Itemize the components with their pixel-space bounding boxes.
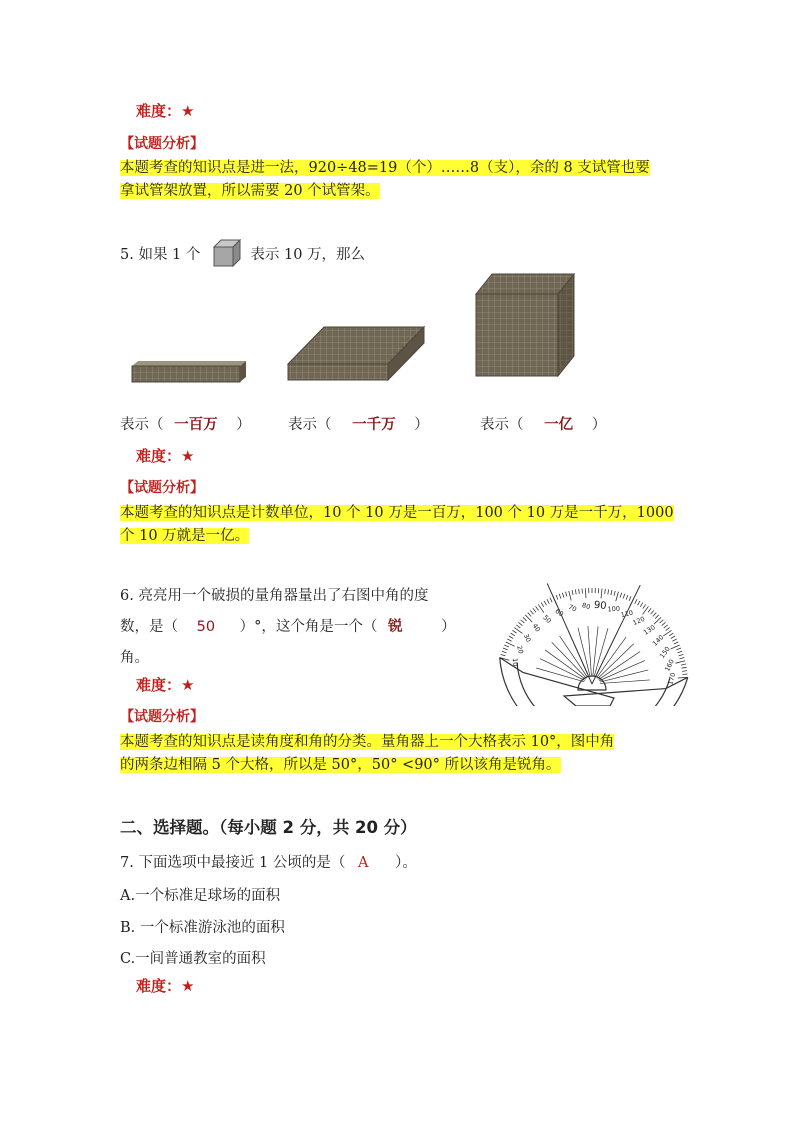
protractor-tick [575,589,576,594]
protractor-tick [682,671,687,672]
protractor-tick [582,589,583,594]
q6-answer-degrees: 50 [196,619,216,635]
protractor-label: 40 [530,622,542,634]
protractor-tick [664,625,668,628]
answer-prefix: 表示（ [120,417,164,433]
q7-answer: A [358,855,369,871]
protractor-tick [501,654,506,656]
answer-value: 一千万 [352,417,396,433]
analysis-title-q4: 【试题分析】 [120,136,204,152]
protractor-tick [629,596,631,601]
protractor-tick [616,592,619,602]
protractor-tick [676,648,681,650]
protractor-tick [666,628,670,631]
protractor-tick [655,615,658,619]
option-c: C.一间普通教室的面积 [120,951,266,967]
protractor-figure [482,566,692,706]
protractor-tick [503,648,508,650]
difficulty-label: 难度： [136,977,182,995]
protractor-tick [511,633,515,636]
protractor-tick [671,636,675,639]
protractor-tick [569,591,571,601]
protractor-tick [678,651,683,653]
protractor-tick [671,645,680,649]
protractor-tick [506,642,515,646]
protractor-spoke [536,668,584,682]
protractor-label: 50 [541,613,553,625]
analysis-body-q6 [120,731,614,777]
protractor-tick [559,594,561,599]
protractor-tick [579,589,580,594]
analysis-body-q4 [120,157,650,203]
protractor-tick [528,613,531,617]
analysis-line: 拿试管架放置，所以需要 20 个试管架。 [120,183,380,199]
protractor-tick [681,664,686,665]
star-icon: ★ [181,676,195,694]
protractor-tick [672,639,676,641]
protractor-label: 160 [663,657,676,673]
protractor-tick [572,590,573,595]
analysis-body-q5 [120,502,674,548]
star-icon: ★ [181,977,195,995]
difficulty-row-q4 [136,100,194,121]
protractor-label: 20 [515,644,525,655]
protractor-tick [679,658,684,659]
analysis-line: 本题考查的知识点是进一法，920÷48=19（个）……8（支），余的 8 支试管也要 [120,160,650,176]
protractor-label: 110 [619,608,634,620]
protractor-tick [640,603,643,607]
answer-suffix: ） [414,417,429,433]
protractor-tick [507,639,511,641]
option-b: B. 一个标准游泳池的面积 [120,919,285,936]
protractor-label: 130 [642,623,657,637]
protractor-tick [601,589,602,599]
protractor-tick [648,608,651,612]
q5-stem-prefix: 5. 如果 1 个 [120,246,201,263]
q5-answer-3 [480,413,606,434]
star-icon: ★ [181,447,195,465]
analysis-line: 的两条边相隔 5 个大格，所以是 50°，50° <90° 所以该角是锐角。 [120,757,561,773]
answer-value: 一亿 [544,417,574,433]
protractor-label: 60 [553,606,565,619]
answer-prefix: 表示（ [480,417,524,433]
flat-block [288,327,424,380]
q5-answer-2 [288,413,429,434]
star-icon: ★ [181,102,195,120]
protractor-tick [556,595,558,600]
protractor-label: 170 [666,671,678,686]
protractor-spoke [545,650,585,679]
protractor-label: 70 [566,602,578,614]
protractor-tick [533,608,536,612]
difficulty-label: 难度： [136,447,182,465]
protractor-tick [643,604,646,608]
protractor-tick [544,601,547,605]
difficulty-label: 难度： [136,676,182,694]
protractor-tick [660,620,664,623]
protractor-tick [562,593,564,598]
protractor-tick [614,591,615,596]
protractor-tick [653,613,656,617]
protractor-tick [669,633,673,636]
q5-stem-suffix: 表示 10 万，那么 [250,246,366,263]
protractor-tick [504,645,509,647]
q7-options [120,881,285,976]
q7-text: 7. 下面选项中最接近 1 公顷的是（ [120,855,346,871]
analysis-line: 本题考查的知识点是计数单位，10 个 10 万是一百万，100 个 10 万是一千万，1000 [120,505,674,521]
answer-suffix: ） [236,417,251,433]
q6-text: 数，是（ [120,619,178,635]
q5-answer-1 [120,413,251,434]
q6-line3: 角。 [120,650,149,666]
protractor-tick [536,606,539,610]
protractor-tick [620,593,622,598]
place-value-blocks-figure [128,270,588,390]
protractor-tick [679,654,684,656]
protractor-tick [585,588,586,598]
rod-block [132,361,246,382]
protractor-label: 140 [650,633,666,648]
question-5-stem [120,238,365,268]
difficulty-label: 难度： [136,102,182,120]
protractor-label: 80 [581,601,592,612]
protractor-spoke [594,628,608,676]
protractor-tick [623,594,625,599]
protractor-tick [521,620,525,623]
protractor-tick [518,622,522,625]
large-cube-block [476,274,574,376]
protractor-label: 10 [510,657,520,667]
protractor-tick [512,630,516,633]
protractor-tick [550,598,552,602]
protractor-tick [674,642,678,644]
question-7-stem [120,851,417,872]
q7-text: ）。 [395,855,417,871]
protractor-spoke [593,626,598,676]
protractor-tick [662,622,666,625]
q6-line1: 6. 亮亮用一个破损的量角器量出了右图中角的度 [120,588,429,604]
protractor-label: 150 [658,645,672,660]
protractor-tick [530,610,533,614]
analysis-title-q5: 【试题分析】 [120,480,204,496]
protractor-tick [626,595,628,600]
protractor-tick [675,661,685,663]
protractor-label: 30 [521,632,533,644]
protractor-tick [608,589,609,594]
protractor-tick [516,625,520,628]
angle-ray [547,584,592,684]
section-title: 二、选择题。（每小题 2 分，共 20 分） [120,818,417,837]
question-6-stem [120,581,456,674]
difficulty-row-q5 [136,445,194,466]
protractor-tick [682,667,687,668]
q6-text: ）°，这个角是一个（ [239,619,378,635]
cube-icon [210,238,246,268]
answer-prefix: 表示（ [288,417,332,433]
analysis-line: 个 10 万就是一亿。 [120,528,250,544]
protractor-tick [523,617,527,620]
protractor-tick [541,603,544,607]
protractor-tick [547,599,549,603]
protractor-tick [502,651,507,653]
analysis-line: 本题考查的知识点是读角度和角的分类。量角器上一个大格表示 10°，图中角 [120,734,615,750]
protractor-label: 90 [593,599,608,613]
difficulty-row-q6 [136,674,194,695]
protractor-tick [635,599,637,603]
analysis-title-q6: 【试题分析】 [120,709,204,725]
protractor-tick [650,610,653,614]
q6-answer-angle-type: 锐 [388,619,403,635]
protractor-label: 100 [607,604,621,614]
answer-suffix: ） [591,417,607,433]
answer-value: 一百万 [174,417,218,433]
q6-text: ） [441,619,456,635]
protractor-tick [566,592,567,597]
protractor-tick [638,601,641,605]
protractor-tick [611,590,612,595]
protractor-label: 120 [631,614,647,628]
protractor-tick [683,674,688,675]
protractor-tick [509,636,513,639]
protractor-tick [605,589,606,594]
q6-line2 [120,612,456,643]
option-a: A.一个标准足球场的面积 [120,888,281,904]
difficulty-row-q7 [136,975,194,996]
